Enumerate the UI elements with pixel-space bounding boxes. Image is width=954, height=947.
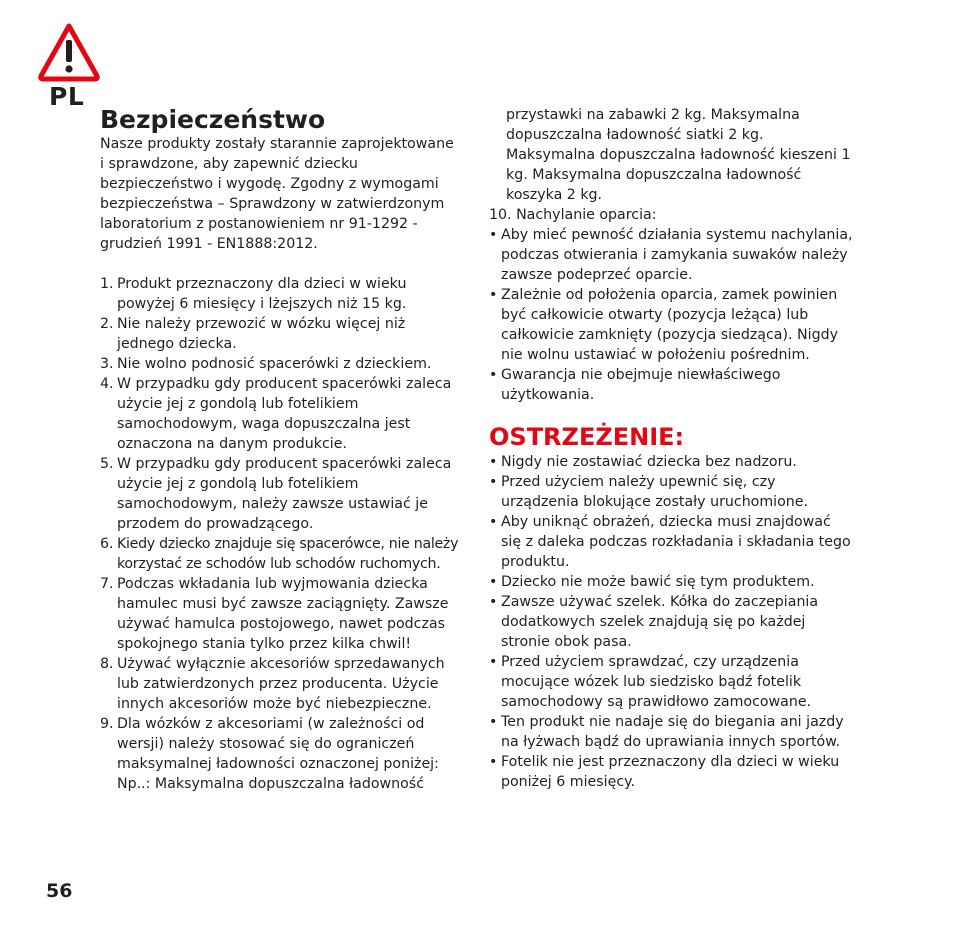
- item-number: 5.: [100, 456, 114, 472]
- list-item: [100, 654, 460, 714]
- bullet-text: Aby mieć pewność działania systemu nachylania, podczas otwierania i zamykania suwaków należy zawsze podeprzeć oparcie.: [501, 227, 853, 283]
- list-item: [100, 454, 460, 534]
- bullet-icon: •: [489, 714, 498, 730]
- list-item: [489, 472, 854, 512]
- list-item: [489, 512, 854, 572]
- warning-title: OSTRZEŻENIE:: [489, 423, 685, 451]
- item-text: Kiedy dziecko znajduje się spacerówce, nie należy korzystać ze schodów lub schodów ruchomych.: [117, 536, 459, 572]
- item-number: 4.: [100, 376, 114, 392]
- right-column: [489, 105, 854, 792]
- item-number: 8.: [100, 656, 114, 672]
- bullet-text: Zawsze używać szelek. Kółka do zaczepiania dodatkowych szelek znajdują się po każdej stronie obok pasa.: [501, 594, 819, 650]
- list-item: [100, 574, 460, 654]
- bullet-icon: •: [489, 514, 498, 530]
- item-text: Podczas wkładania lub wyjmowania dziecka hamulec musi być zawsze zaciągnięty. Zawsze używać hamulca postojowego, nawet podczas spokojnego stania tylko przez kilka chwil!: [117, 576, 449, 652]
- bullet-text: Przed użyciem należy upewnić się, czy urządzenia blokujące zostały uruchomione.: [501, 474, 809, 510]
- item-number: 6.: [100, 536, 114, 552]
- warning-bullets: [489, 452, 854, 792]
- bullet-icon: •: [489, 287, 498, 303]
- item10-bullets: [489, 225, 854, 405]
- left-column: [100, 134, 460, 794]
- list-item: [489, 572, 854, 592]
- item-text: Nie wolno podnosić spacerówki z dzieckiem.: [117, 356, 432, 372]
- list-item: [100, 374, 460, 454]
- list-item: [100, 714, 460, 794]
- item-text: W przypadku gdy producent spacerówki zaleca użycie jej z gondolą lub fotelikiem samochodowym, należy zawsze ustawiać je przodem do prowadzącego.: [117, 456, 452, 532]
- safety-title: Bezpieczeństwo: [100, 105, 326, 134]
- list-item: [489, 592, 854, 652]
- list-item: [489, 752, 854, 792]
- bullet-icon: •: [489, 454, 498, 470]
- item-number: 9.: [100, 716, 114, 732]
- item-text: Nie należy przewozić w wózku więcej niż jednego dziecka.: [117, 316, 406, 352]
- bullet-icon: •: [489, 474, 498, 490]
- bullet-text: Nigdy nie zostawiać dziecka bez nadzoru.: [501, 454, 797, 470]
- item-text: W przypadku gdy producent spacerówki zaleca użycie jej z gondolą lub fotelikiem samochodowym, waga dopuszczalna jest oznaczona na danym produkcie.: [117, 376, 452, 452]
- item-text: Używać wyłącznie akcesoriów sprzedawanych lub zatwierdzonych przez producenta. Użycie innych akcesoriów może być niebezpieczne.: [117, 656, 445, 712]
- item9-continued: przystawki na zabawki 2 kg. Maksymalna dopuszczalna ładowność siatki 2 kg. Maksymalna dopuszczalna ładowność kieszeni 1 kg. Maksymalna dopuszczalna ładowność koszyka 2 kg.: [506, 107, 851, 203]
- list-item: [100, 314, 460, 354]
- warning-triangle-icon: [37, 22, 101, 82]
- item-text: Produkt przeznaczony dla dzieci w wieku powyżej 6 miesięcy i lżejszych niż 15 kg.: [117, 276, 407, 312]
- list-item: [100, 354, 460, 374]
- bullet-icon: •: [489, 594, 498, 610]
- item-number: 2.: [100, 316, 114, 332]
- list-item: [100, 534, 460, 574]
- bullet-text: Dziecko nie może bawić się tym produktem.: [501, 574, 815, 590]
- bullet-text: Gwarancja nie obejmuje niewłaściwego użytkowania.: [501, 367, 781, 403]
- bullet-icon: •: [489, 367, 498, 383]
- bullet-icon: •: [489, 574, 498, 590]
- item-number: 3.: [100, 356, 114, 372]
- page-number: 56: [46, 880, 73, 902]
- bullet-text: Zależnie od położenia oparcia, zamek powinien być całkowicie otwarty (pozycja leżąca) lub całkowicie zamknięty (pozycja siedząca). Nigdy nie wolnu ustawiać w położeniu pośrednim.: [501, 287, 838, 363]
- safety-intro: Nasze produkty zostały starannie zaprojektowane i sprawdzone, aby zapewnić dziecku bezpieczeństwo i wygodę. Zgodny z wymogami bezpieczeństwa – Sprawdzony w zatwierdzonym laboratorium z postanowieniem nr 91-1292 - grudzień 1991 - EN1888:2012.: [100, 136, 454, 252]
- bullet-text: Fotelik nie jest przeznaczony dla dzieci w wieku poniżej 6 miesięcy.: [501, 754, 840, 790]
- list-item: [489, 225, 854, 285]
- item10-heading: 10. Nachylanie oparcia:: [489, 207, 657, 223]
- safety-list: [100, 274, 460, 794]
- list-item: [100, 274, 460, 314]
- item-number: 7.: [100, 576, 114, 592]
- bullet-text: Aby uniknąć obrażeń, dziecka musi znajdować się z daleka podczas rozkładania i składania tego produktu.: [501, 514, 851, 570]
- bullet-icon: •: [489, 227, 498, 243]
- bullet-icon: •: [489, 754, 498, 770]
- language-code: PL: [49, 82, 85, 111]
- bullet-text: Przed użyciem sprawdzać, czy urządzenia mocujące wózek lub siedzisko bądź fotelik samochodowy są prawidłowo zamocowane.: [501, 654, 812, 710]
- list-item: [489, 285, 854, 365]
- item-number: 1.: [100, 276, 114, 292]
- list-item: [489, 365, 854, 405]
- item-text: Dla wózków z akcesoriami (w zależności od wersji) należy stosować się do ograniczeń maksymalnej ładowności oznaczonej poniżej: Np..: Maksymalna dopuszczalna ładowność: [117, 716, 439, 792]
- bullet-icon: •: [489, 654, 498, 670]
- bullet-text: Ten produkt nie nadaje się do biegania ani jazdy na łyżwach bądź do uprawiania innych sportów.: [501, 714, 844, 750]
- list-item: [489, 452, 854, 472]
- list-item: [489, 712, 854, 752]
- list-item: [489, 652, 854, 712]
